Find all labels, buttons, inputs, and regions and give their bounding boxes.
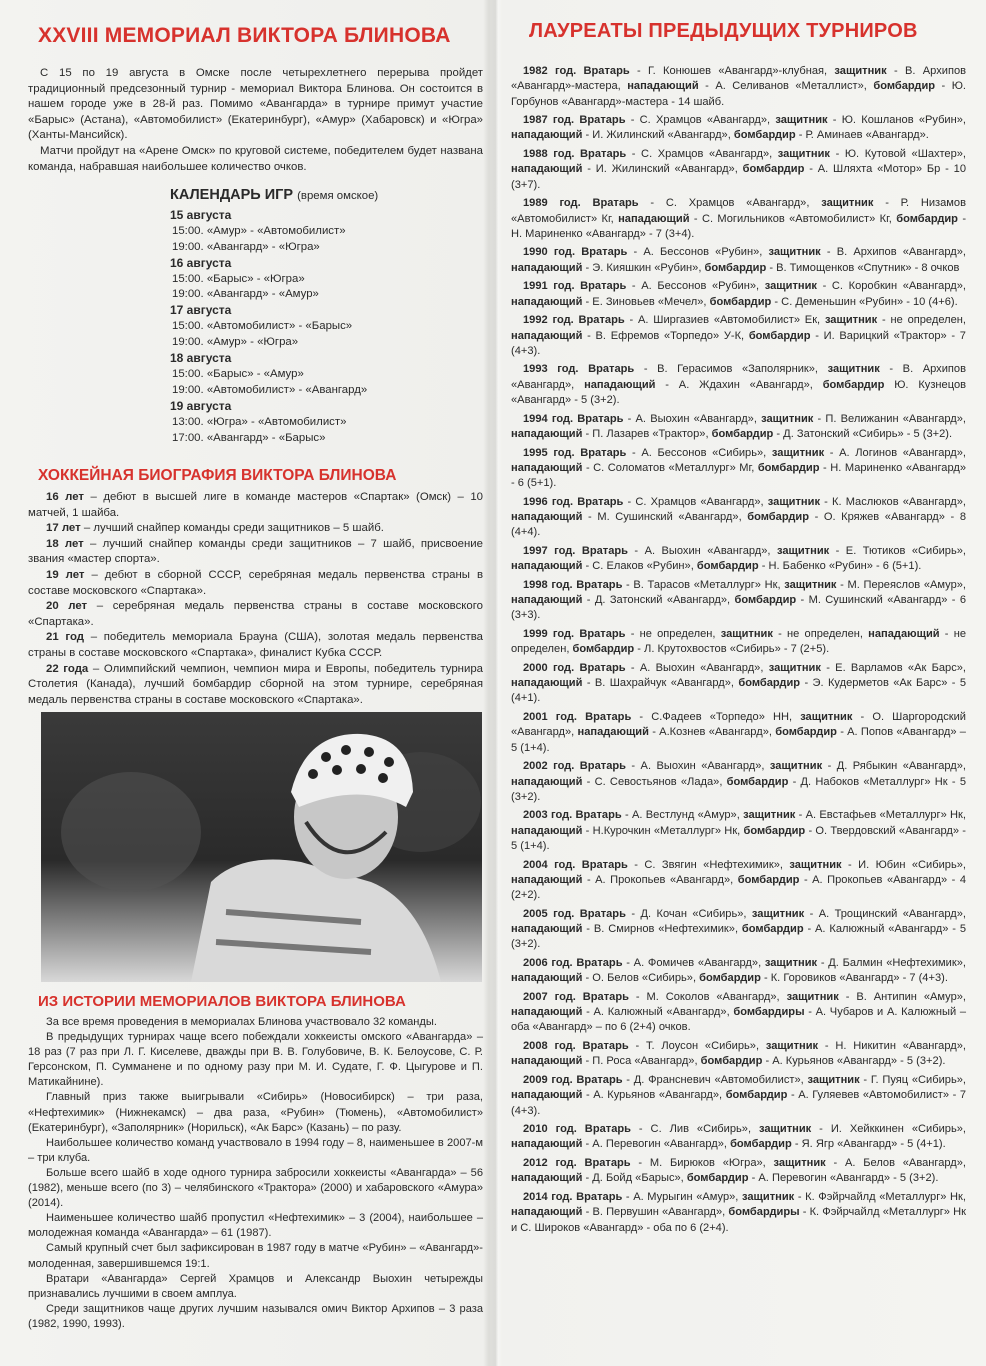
laureate-entry: 2014 год. Вратарь - А. Мурыгин «Амур», защитник - К. Фэйрчайлд «Металлург» Нк, нападающий - В. Первушин «Авангард», бомбардиры - К. Фэйрчайлд «Металлург» Нк и С. Широков «Авангард» - оба по 6 (2+4). <box>511 1190 966 1234</box>
bio-text: – серебряная медаль первенства страны в составе московского «Спартака». <box>28 600 483 628</box>
page-fold <box>490 0 502 1366</box>
laureate-entry: 1998 год. Вратарь - В. Тарасов «Металлург» Нк, защитник - М. Переяслов «Амур», нападающий - Д. Затонский «Авангард», бомбардир - М. Сушинский «Авангард» - 6 (3+3). <box>511 578 966 622</box>
bio-entry <box>28 568 483 599</box>
calendar-day <box>170 208 470 256</box>
laureate-entry: 1988 год. Вратарь - С. Храмцов «Авангард», защитник - Ю. Кутовой «Шахтер», нападающий - И. Жилинский «Авангард», бомбардир - А. Шляхта «Мотор» Бр - 10 (3+7). <box>511 148 967 191</box>
laureate-entry: 2007 год. Вратарь - М. Соколов «Авангард», защитник - В. Антипин «Амур», нападающий - А. Калюжный «Авангард», бомбардиры - А. Чубаров и А. Калюжный – оба «Авангард» – по 6 (2+4) очков. <box>511 990 967 1034</box>
biography-section <box>28 467 483 708</box>
bio-text: – Олимпийский чемпион, чемпион мира и Европы, победитель турнира Столетия (Канада), лучший бомбардир сборной на этом турнире, серебряная медаль первенства страны в составе московского «Спартака». <box>28 662 483 706</box>
memorial-title: XXVIII МЕМОРИАЛ ВИКТОРА БЛИНОВА <box>38 24 451 47</box>
laureate-entry: 1995 год. Вратарь - А. Бессонов «Сибирь», защитник - А. Логинов «Авангард», нападающий - С. Соломатов «Металлург» Мг, бомбардир - Н. Мариненко «Авангард» - 6 (5+1). <box>511 446 967 490</box>
bio-age: 22 года <box>46 662 89 675</box>
bio-text: – победитель мемориала Брауна (США), золотая медаль первенства страны в составе московского «Спартака», финалист Кубка СССР. <box>28 631 483 659</box>
day-date: 15 августа <box>170 207 232 222</box>
bio-age: 17 лет <box>46 522 81 535</box>
laureate-entry: 1999 год. Вратарь - не определен, защитник - не определен, нападающий - не определен, бомбардир - Л. Крутохвостов «Сибирь» - 7 (2+5). <box>511 627 966 656</box>
laureates-list <box>511 64 966 1239</box>
laureate-entry: 1991 год. Вратарь - А. Бессонов «Рубин», защитник - С. Коробкин «Авангард», нападающий - Е. Зиновьев «Мечел», бомбардир - С. Деменьшин «Рубин» - 10 (4+6). <box>511 280 966 308</box>
intro-paragraph: С 15 по 19 августа в Омске после четырехлетнего перерыва пройдет традиционный предсезонный турнир - мемориал Виктора Блинова. Он состоится в нашем городе уже в 28-й раз. Помимо «Авангарда» в турнире примут участие «Барыс» (Астана), «Автомобилист» (Екатеринбург), «Амур» (Хабаровск) и «Югра» (Ханты-Мансийск). <box>28 67 483 142</box>
intro-paragraph: Матчи пройдут на «Арене Омск» по круговой системе, победителем будет названа команда, набравшая наибольшее количество очков. <box>28 144 483 173</box>
laureate-entry: 1992 год. Вратарь - А. Ширгазиев «Автомобилист» Ек, защитник - не определен, нападающий - В. Ефремов «Торпедо» У-К, бомбардир - И. Варицкий «Трактор» - 7 (4+3). <box>511 314 966 357</box>
intro-text <box>28 66 483 175</box>
calendar-day <box>170 303 470 351</box>
calendar-day <box>170 256 470 304</box>
day-date: 17 августа <box>170 303 232 318</box>
laureate-entry: 1993 год. Вратарь - В. Герасимов «Заполярник», защитник - В. Архипов «Авангард», нападающий - А. Ждахин «Авангард», бомбардир Ю. Кузнецов «Авангард» - 5 (3+2). <box>511 363 967 407</box>
calendar-day <box>170 351 470 399</box>
calendar-day <box>170 399 470 447</box>
history-title: ИЗ ИСТОРИИ МЕМОРИАЛОВ ВИКТОРА БЛИНОВА <box>38 993 406 1010</box>
laureate-entry: 1990 год. Вратарь - А. Бессонов «Рубин», защитник - В. Архипов «Авангард», нападающий - Э. Кияшкин «Рубин», бомбардир - В. Тимощенков «Спутник» - 8 очков <box>511 246 967 274</box>
game-entry: 15:00. «Барыс» - «Югра» <box>172 272 305 285</box>
history-paragraph: Наименьшее количество шайб пропустил «Нефтехимик» – 3 (2004), наибольшее – молодежная команда «Авангарда» – 61 (1987). <box>28 1212 483 1240</box>
bio-text: – дебют в сборной СССР, серебряная медаль первенства страны в составе московского «Спартака». <box>28 568 484 597</box>
game-entry: 19:00. «Авангард» - «Амур» <box>172 288 319 301</box>
laureate-entry: 1989 год. Вратарь - С. Храмцов «Авангард», защитник - Р. Низамов «Автомобилист» Кг, нападающий - С. Могильников «Автомобилист» Кг, бомбардир - Н. Мариненко «Авангард» - 7 (3+4). <box>511 197 967 240</box>
player-illustration <box>41 712 482 982</box>
history-paragraph: В предыдущих турнирах чаще всего побеждали хоккеисты омского «Авангарда» – 18 раз (7 раз при Л. Г. Киселеве, дважды при В. В. Голубовиче, В. К. Белоусове, С. Р. Герсонском, П. Сумманене и по одному разу при М. И. Судате, Г. Ф. Цыгурове и П. Матикайнине). <box>28 1031 483 1089</box>
laureate-entry: 2008 год. Вратарь - Т. Лоусон «Сибирь», защитник - Н. Никитин «Авангард», нападающий - П. Роса «Авангард», бомбардир - А. Курьянов «Авангард» - 5 (3+2). <box>511 1040 966 1068</box>
calendar-heading <box>170 188 470 205</box>
laureate-entry: 1996 год. Вратарь - С. Храмцов «Авангард», защитник - К. Маслюков «Авангард», нападающий - М. Сушинский «Авангард», бомбардир - О. Кряжев «Авангард» - 8 (4+4). <box>511 495 966 539</box>
calendar-title: КАЛЕНДАРЬ ИГР <box>170 187 294 203</box>
bio-age: 21 год <box>46 631 85 644</box>
laureate-entry: 2006 год. Вратарь - А. Фомичев «Авангард», защитник - Д. Балмин «Нефтехимик», нападающий - О. Белов «Сибирь», бомбардир - К. Горовиков «Авангард» - 7 (4+3). <box>511 956 966 985</box>
laureate-entry: 1997 год. Вратарь - А. Выохин «Авангард», защитник - Е. Тютиков «Сибирь», нападающий - С. Елаков «Рубин», бомбардир - Н. Бабенко «Рубин» - 6 (5+1). <box>511 544 967 573</box>
game-entry: 17:00. «Авангард» - «Барыс» <box>172 431 326 444</box>
hockey-player-photo <box>41 712 482 982</box>
history-paragraph: Наибольшее количество команд участвовало в 1994 году – 8, наименьшее в 2007-м – три клуба. <box>28 1136 483 1164</box>
bio-age: 19 лет <box>46 568 85 581</box>
bio-entry <box>28 662 483 709</box>
day-date: 19 августа <box>170 398 232 413</box>
history-paragraph: Больше всего шайб в ходе одного турнира забросили хоккеисты «Авангарда» – 56 (1982), меньше всего (по 3) – челябинского «Трактора» (2000) и хабаровского «Амура» (2014). <box>28 1166 483 1210</box>
day-date: 18 августа <box>170 351 232 366</box>
bio-age: 16 лет <box>46 491 85 503</box>
bio-entry <box>28 599 483 630</box>
laureate-entry: 2002 год. Вратарь - А. Выохин «Авангард», защитник - Д. Рябыкин «Авангард», нападающий - С. Севостьянов «Лада», бомбардир - Д. Набоков «Металлург» Нк - 5 (3+2). <box>511 760 966 803</box>
bio-age: 18 лет <box>46 537 84 550</box>
laureate-entry: 2012 год. Вратарь - М. Бирюков «Югра», защитник - А. Белов «Авангард», нападающий - Д. Бойд «Барыс», бомбардир - А. Перевогин «Авангард» - 5 (3+2). <box>511 1157 967 1185</box>
laureate-entry: 1994 год. Вратарь - А. Выохин «Авангард», защитник - П. Велижанин «Авангард», нападающий - П. Лазарев «Трактор», бомбардир - Д. Затонский «Сибирь» - 5 (3+2). <box>511 412 967 440</box>
laureate-entry: 2005 год. Вратарь - Д. Кочан «Сибирь», защитник - А. Трощинский «Авангард», нападающий - В. Смирнов «Нефтехимик», бомбардир - А. Калюжный «Авангард» - 5 (3+2). <box>511 907 967 951</box>
bio-age: 20 лет <box>46 600 88 613</box>
bio-entry <box>28 521 483 537</box>
bio-text: – дебют в высшей лиге в команде мастеров «Спартак» (Омск) – 10 матчей, 1 шайба. <box>28 491 483 519</box>
game-entry: 19:00. «Автомобилист» - «Авангард» <box>172 383 368 396</box>
history-paragraph: Вратари «Авангарда» Сергей Храмцов и Александр Выохин четырежды признавались лучшими в своем амплуа. <box>28 1272 483 1300</box>
laureate-entry: 2004 год. Вратарь - С. Звягин «Нефтехимик», защитник - И. Юбин «Сибирь», нападающий - А. Прокопьев «Авангард», бомбардир - А. Прокопьев «Авангард» - 4 (2+2). <box>511 858 966 902</box>
history-paragraph: За все время проведения в мемориалах Блинова участвовало 32 команды. <box>46 1016 437 1028</box>
bio-text: – лучший снайпер команды среди защитников – 7 шайб, присвоение звания «мастер спорта». <box>28 537 484 566</box>
laureate-entry: 1987 год. Вратарь - С. Храмцов «Авангард», защитник - Ю. Кошланов «Рубин», нападающий - И. Жилинский «Авангард», бомбардир - Р. Аминаев «Авангард». <box>511 114 966 142</box>
history-paragraph: Главный приз также выигрывали «Сибирь» (Новосибирск) – три раза, «Нефтехимик» (Нижнекамск) – два раза, «Рубин» (Тюмень), «Автомобилист» (Екатеринбург), «Заполярник» (Норильск), «Ак Барс» (Казань) – по разу. <box>28 1091 483 1134</box>
laureate-entry: 2003 год. Вратарь - А. Вестлунд «Амур», защитник - А. Евстафьев «Металлург» Нк, нападающий - Н.Курочкин «Металлург» Нк, бомбардир - О. Твердовский «Авангард» - 5 (1+4). <box>511 809 966 852</box>
game-entry: 13:00. «Югра» - «Автомобилист» <box>172 415 347 428</box>
bio-entry <box>28 630 483 661</box>
laureate-entry: 2009 год. Вратарь - Д. Франсневич «Автомобилист», защитник - Г. Пуяц «Сибирь», нападающий - А. Курьянов «Авангард», бомбардир - А. Гуляевев «Автомобилист» - 7 (4+3). <box>511 1073 966 1117</box>
game-entry: 19:00. «Авангард» - «Югра» <box>172 240 320 253</box>
laureate-entry: 2000 год. Вратарь - А. Выохин «Авангард», защитник - Е. Варламов «Ак Барс», нападающий - В. Шахрайчук «Авангард», бомбардир - Э. Кудерметов «Ак Барс» - 5 (4+1). <box>511 661 967 705</box>
laureates-title: ЛАУРЕАТЫ ПРЕДЫДУЩИХ ТУРНИРОВ <box>529 20 918 42</box>
game-entry: 15:00. «Автомобилист» - «Барыс» <box>172 320 353 333</box>
bio-text: – лучший снайпер команды среди защитников – 5 шайб. <box>80 522 384 535</box>
bio-entry <box>28 490 483 521</box>
laureate-entry: 2010 год. Вратарь - С. Лив «Сибирь», защитник - И. Хейккинен «Сибирь», нападающий - А. Перевогин «Авангард», бомбардир - Я. Ягр «Авангард» - 5 (4+1). <box>511 1123 966 1151</box>
calendar-subtitle: (время омское) <box>297 190 379 202</box>
game-entry: 19:00. «Амур» - «Югра» <box>172 336 299 349</box>
history-paragraph: Среди защитников чаще других лучшим назывался омич Виктор Архипов – 3 раза (1982, 1990, 1993). <box>28 1302 483 1330</box>
history-paragraph: Самый крупный счет был зафиксирован в 1987 году в матче «Рубин» – «Авангард»-молоденная, завершившемся 19:1. <box>28 1242 483 1270</box>
bio-entry <box>28 537 483 568</box>
game-entry: 15:00. «Барыс» - «Амур» <box>172 367 304 380</box>
laureate-entry: 2001 год. Вратарь - С.Фадеев «Торпедо» НН, защитник - О. Шаргородский «Авангард», нападающий - А.Кознев «Авангард», бомбардир - А. Попов «Авангард» – 5 (1+4). <box>511 711 966 754</box>
laureate-entry: 1982 год. Вратарь - Г. Конюшев «Авангард»-клубная, защитник - В. Архипов «Авангард»-мастера, нападающий - А. Селиванов «Металлист», бомбардир - Ю. Горбунов «Авангард»-мастера - 14 шайб. <box>511 65 967 108</box>
biography-title: ХОККЕЙНАЯ БИОГРАФИЯ ВИКТОРА БЛИНОВА <box>38 467 397 484</box>
game-entry: 15:00. «Амур» - «Автомобилист» <box>172 224 346 237</box>
history-section <box>28 993 483 1332</box>
game-calendar <box>170 188 470 447</box>
day-date: 16 августа <box>170 255 232 270</box>
